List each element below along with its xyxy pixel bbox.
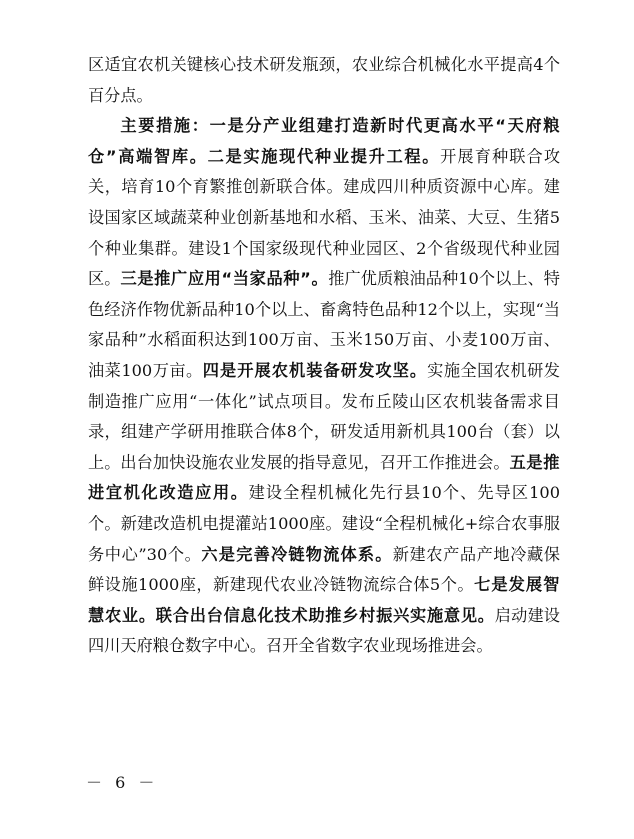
body-text-cold-chain: 新建农产品产地冷藏保鲜设施1000座，新建现代农业冷链物流综合体5个。 <box>88 544 560 595</box>
body-text-mechanization: 建设全程机械化先行县10个、先导区100个。新建改造机电提灌站1000座。建设“全程机械化+综合农事服务中心”30个。 <box>88 483 560 564</box>
bold-heading-smart-agriculture: 七是发展智慧农业。联合出台信息化技术助推乡村振兴实施意见。 <box>88 575 561 625</box>
bold-heading-machinery: 四是开展农机装备研发攻坚。 <box>202 360 428 380</box>
body-text-machinery: 实施全国农机研发制造推广应用“一体化”试点项目。发布丘陵山区农机装备需求目录，组建产学研用推联合体8个，研发适用新机具100台（套）以上。出台加快设施农业发展的指导意见，召开工作推进会。 <box>88 360 560 472</box>
bold-heading-measures: 主要措施：一是分产业组建打造新时代更高水平“天府粮仓”高端智库。二是实施现代种业提升工程。 <box>88 116 560 166</box>
body-text-varieties: 推广优质粮油品种10个以上、特色经济作物优新品种10个以上、畜禽特色品种12个以上，实现“当家品种”水稻面积达到100万亩、玉米150万亩、小麦100万亩、油菜100万亩。 <box>88 269 560 380</box>
page-number: － 6 － <box>86 773 159 792</box>
document-body <box>88 50 560 662</box>
body-text-seed-industry: 开展育种联合攻关，培育10个育繁推创新联合体。建成四川种质资源中心库。建设国家区域蔬菜种业创新基地和水稻、玉米、油菜、大豆、生猪5个种业集群。建设1个国家级现代种业园区、2个省级现代种业园区。 <box>88 146 561 289</box>
body-text-smart-agriculture: 启动建设四川天府粮仓数字中心。召开全省数字农业现场推进会。 <box>88 605 560 656</box>
bold-heading-mechanization: 五是推进宜机化改造应用。 <box>88 452 560 503</box>
paragraph-main-measures <box>88 111 560 662</box>
bold-heading-cold-chain: 六是完善冷链物流体系。 <box>201 544 393 564</box>
paragraph-continuation: 区适宜农机关键核心技术研发瓶颈，农业综合机械化水平提高4个百分点。 <box>88 55 560 105</box>
bold-heading-varieties: 三是推广应用“当家品种”。 <box>120 269 329 289</box>
